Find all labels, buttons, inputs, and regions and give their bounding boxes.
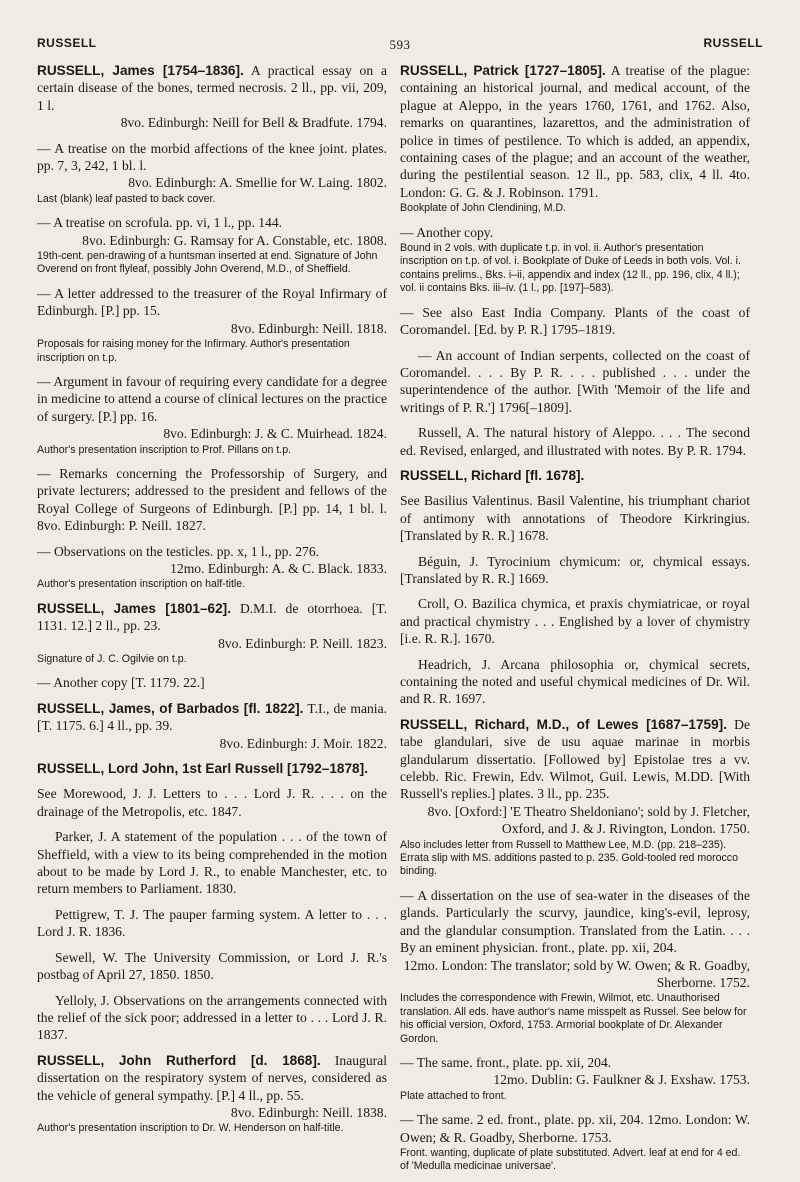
entry	[400, 304, 750, 339]
entry-heading: RUSSELL, Lord John, 1st Earl Russell [1792–1878].	[37, 761, 368, 777]
entry	[400, 887, 750, 1046]
entry-text: — An account of Indian serpents, collected on the coast of Coromandel. . . . By P. R. . . . published . . . under the superintendence of the author. [With 'Memoir of the life and writings of P. R.'] 1796[–1809].	[400, 347, 750, 415]
entry-imprint: 8vo. Edinburgh: G. Ramsay for A. Constable, etc. 1808.	[82, 232, 387, 248]
entry-text: See Morewood, J. J. Letters to . . . Lord J. R. . . . on the drainage of the Metropolis, etc. 1847.	[37, 786, 387, 819]
running-head	[37, 36, 763, 54]
page-number: 593	[389, 37, 411, 52]
entry-heading: RUSSELL, Patrick [1727–1805].	[400, 63, 606, 78]
entry-text: — A treatise on the morbid affections of the knee joint. plates. pp. 7, 3, 242, 1 bl. l.	[37, 140, 387, 174]
entry-imprint: 12mo. Dublin: G. Faulkner & J. Exshaw. 1753.	[493, 1072, 750, 1088]
entry	[37, 760, 387, 777]
entry	[37, 285, 387, 365]
entry-heading: RUSSELL, Richard, M.D., of Lewes [1687–1759].	[400, 716, 727, 732]
entry-text: — A treatise on scrofula. pp. vi, 1 l., pp. 144.	[37, 215, 283, 231]
entry	[400, 716, 750, 879]
entry-text: A treatise of the plague: containing an historical journal, and medical account, of the plague at Aleppo, in the years 1760, 1761, and 1762. Also, remarks on quarantines, lazarettos, and the administration of police in times of pestilence. To which is added, an appendix, containing cases of the plague; and an account of the weather, during the pestilential season. 12 ll., pp. 583, clix, 4 ll. 4to. London: G. G. & J. Robinson. 1791.	[400, 63, 750, 200]
entry	[37, 1052, 387, 1136]
entry	[400, 553, 750, 588]
entry	[37, 674, 387, 691]
entry-imprint: 12mo. Edinburgh: A. & C. Black. 1833.	[170, 560, 387, 576]
entry	[37, 62, 387, 132]
entry	[37, 373, 387, 457]
entry	[400, 1054, 750, 1103]
entry-imprint: 8vo. [Oxford:] 'E Theatro Sheldoniano'; sold by J. Fletcher, Oxford, and J. & J. Rivington, London. 1750.	[427, 803, 750, 837]
entry-text: De tabe glandulari, sive de usu aquae marinae in morbis glandularum dissertatio. [Followed by] Epistolae tres a vv. celebb. Ric. Frewin, Edv. Wilmot, Guil. Lewis, M.DD. [With Russell's replies.] plates. 3 ll., pp. 235.	[400, 716, 750, 802]
entry-imprint: 8vo. Edinburgh: Neill. 1818.	[230, 320, 387, 336]
entry-note: Bound in 2 vols. with duplicate t.p. in vol. ii. Author's presentation inscription on t.p. of vol. i. Bookplate of Duke of Leeds in both vols. Vol. i. contains prelims., Bks. i–ii, appendix and index (12 ll., pp. 196, clix, 4 ll.); vol. ii contains Bks. iii–iv. (1 l., pp. [197]–583).	[400, 242, 741, 295]
entry-text: D.M.I. de otorrhoea. [T. 1131. 12.] 2 ll., pp. 23.	[37, 600, 387, 634]
entry-note: Author's presentation inscription to Dr. W. Henderson on half-title.	[37, 1122, 344, 1135]
entry-text: Parker, J. A statement of the population . . . of the town of Sheffield, with a view to its being comprehended in the motion about to be made by Lord J. R., to enable Manchester, etc. to return members to Parliament. 1830.	[37, 829, 387, 897]
right-column	[400, 62, 750, 1182]
entry-text: — Observations on the testicles. pp. x, 1 l., pp. 276.	[37, 543, 320, 559]
entry	[400, 1111, 750, 1174]
entry-text: — Another copy.	[400, 224, 494, 240]
entry-note: Front. wanting, duplicate of plate substituted. Advert. leaf at end for 4 ed. of 'Medulla medicinae universae'.	[400, 1146, 741, 1173]
running-head-right: RUSSELL	[703, 36, 763, 50]
entry-note: Author's presentation inscription on half-title.	[37, 578, 246, 591]
entry-imprint: 8vo. Edinburgh: J. Moir. 1822.	[219, 735, 387, 751]
entry-text: Headrich, J. Arcana philosophia or, chymical secrets, containing the noted and useful chymical medicines of Dr. Wil. and R. R. 1697.	[400, 656, 750, 707]
entry	[37, 992, 387, 1044]
entry	[400, 595, 750, 647]
entry-note: Signature of J. C. Ogilvie on t.p.	[37, 653, 187, 665]
left-column	[37, 62, 387, 1144]
entry-text: Croll, O. Bazilica chymica, et praxis chymiatricae, or royal and practical chymistry . . . Englished by a lover of chymistry [i.e. R. R.]. 1670.	[400, 596, 750, 647]
entry-text: — A letter addressed to the treasurer of the Royal Infirmary of Edinburgh. [P.] pp. 15.	[37, 285, 387, 319]
entry	[37, 785, 387, 820]
entry-text: — The same. 2 ed. front., plate. pp. xii, 204. 12mo. London: W. Owen; & R. Goadby, Sherborne. 1753.	[400, 1112, 750, 1145]
entry-text: — Another copy [T. 1179. 22.]	[37, 675, 205, 691]
entry	[400, 467, 750, 484]
entry-note: Plate attached to front.	[400, 1089, 507, 1102]
entry	[37, 214, 387, 277]
entry-note: Proposals for raising money for the Infirmary. Author's presentation inscription on t.p.	[37, 338, 350, 364]
entry	[37, 828, 387, 898]
entry	[37, 600, 387, 667]
entry-text: — The same. front., plate. pp. xii, 204.	[400, 1054, 612, 1070]
entry-imprint: 12mo. London: The translator; sold by W. Owen; & R. Goadby, Sherborne. 1752.	[403, 957, 750, 990]
entry-note: Last (blank) leaf pasted to back cover.	[37, 192, 216, 205]
entry-text: T.I., de mania. [T. 1175. 6.] 4 ll., pp. 39.	[37, 700, 388, 734]
entry	[400, 492, 750, 544]
entry-imprint: 8vo. Edinburgh: J. & C. Muirhead. 1824.	[163, 426, 387, 442]
entry-text: A practical essay on a certain disease of the bones, termed necrosis. 2 ll., pp. vii, 209, 1 l.	[37, 63, 387, 113]
entry-text: Russell, A. The natural history of Aleppo. . . . The second ed. Revised, enlarged, and illustrated with notes. By P. R. 1794.	[400, 425, 750, 458]
entry	[400, 424, 750, 459]
entry	[37, 949, 387, 984]
entry	[37, 906, 387, 941]
entry-heading: RUSSELL, James [1801–62].	[37, 600, 231, 616]
entry	[37, 465, 387, 535]
entry-text: Pettigrew, T. J. The pauper farming system. A letter to . . . Lord J. R. 1836.	[37, 906, 387, 940]
entry	[37, 140, 387, 207]
entry	[400, 224, 750, 296]
entry-text: Yelloly, J. Observations on the arrangements connected with the relief of the sick poor; addressed in a letter to . . . Lord J. R. 1837.	[37, 992, 387, 1043]
entry	[37, 700, 387, 752]
entry-imprint: 8vo. Edinburgh: A. Smellie for W. Laing. 1802.	[128, 175, 387, 191]
entry-text: — Argument in favour of requiring every candidate for a degree in medicine to attend a course of clinical lectures on the practice of surgery. [P.] pp. 16.	[37, 373, 387, 424]
entry-note: Includes the correspondence with Frewin, Wilmot, etc. Unauthorised translation. All eds. have author's name misspelt as Russel. See below for his official version, Oxford, 1753. Armorial bookplate of Dr. Alexander Gordon.	[400, 992, 747, 1045]
entry-imprint: 8vo. Edinburgh: P. Neill. 1823.	[218, 635, 387, 651]
entry-text: Béguin, J. Tyrocinium chymicum: or, chymical essays. [Translated by R. R.] 1669.	[400, 553, 750, 586]
entry	[37, 543, 387, 592]
entry-text: — See also East India Company. Plants of the coast of Coromandel. [Ed. by P. R.] 1795–1819.	[400, 304, 750, 338]
entry-text: — Remarks concerning the Professorship of Surgery, and private lecturers; addressed to the president and fellows of the Royal College of Surgeons of Edinburgh. [P.] pp. 14, 1 bl. l. 8vo. Edinburgh: P. Neill. 1827.	[37, 465, 387, 534]
entry-note: Bookplate of John Clendining, M.D.	[400, 202, 567, 215]
entry-text: Inaugural dissertation on the respiratory system of nerves, considered as the vehicle of general sympathy. [P.] 4 ll., pp. 55.	[37, 1052, 387, 1103]
entry-text: — A dissertation on the use of sea-water in the diseases of the glands. Particularly the scurvy, jaundice, king's-evil, leprosy, and the glandular consumption. Translated from the Latin. . . . By an eminent physician. front., plate. pp. xii, 204.	[400, 887, 750, 956]
entry-note: 19th-cent. pen-drawing of a huntsman inserted at end. Signature of John Overend on front flyleaf, possibly John Overend, M.D., of Sheffield.	[37, 250, 378, 276]
entry-imprint: 8vo. Edinburgh: Neill for Bell & Bradfute. 1794.	[120, 115, 387, 131]
entry	[400, 656, 750, 708]
entry-heading: RUSSELL, James [1754–1836].	[37, 63, 244, 78]
entry-text: Sewell, W. The University Commission, or Lord J. R.'s postbag of April 27, 1850. 1850.	[37, 949, 387, 983]
running-head-left: RUSSELL	[37, 36, 97, 50]
entry-heading: RUSSELL, John Rutherford [d. 1868].	[37, 1052, 321, 1068]
entry-note: Also includes letter from Russell to Matthew Lee, M.D. (pp. 218–235). Errata slip with MS. additions pasted to p. 235. Gold-tooled red morocco binding.	[400, 838, 738, 878]
entry-heading: RUSSELL, Richard [fl. 1678].	[400, 467, 585, 483]
entry	[400, 62, 750, 216]
entry-text: See Basilius Valentinus. Basil Valentine, his triumphant chariot of antimony with annotations of Theodore Kirkringius. [Translated by R. R.] 1678.	[400, 493, 750, 544]
entry-note: Author's presentation inscription to Prof. Pillans on t.p.	[37, 443, 292, 456]
entry-imprint: 8vo. Edinburgh: Neill. 1838.	[230, 1104, 387, 1120]
entry-heading: RUSSELL, James, of Barbados [fl. 1822].	[37, 700, 304, 716]
entry	[400, 347, 750, 417]
